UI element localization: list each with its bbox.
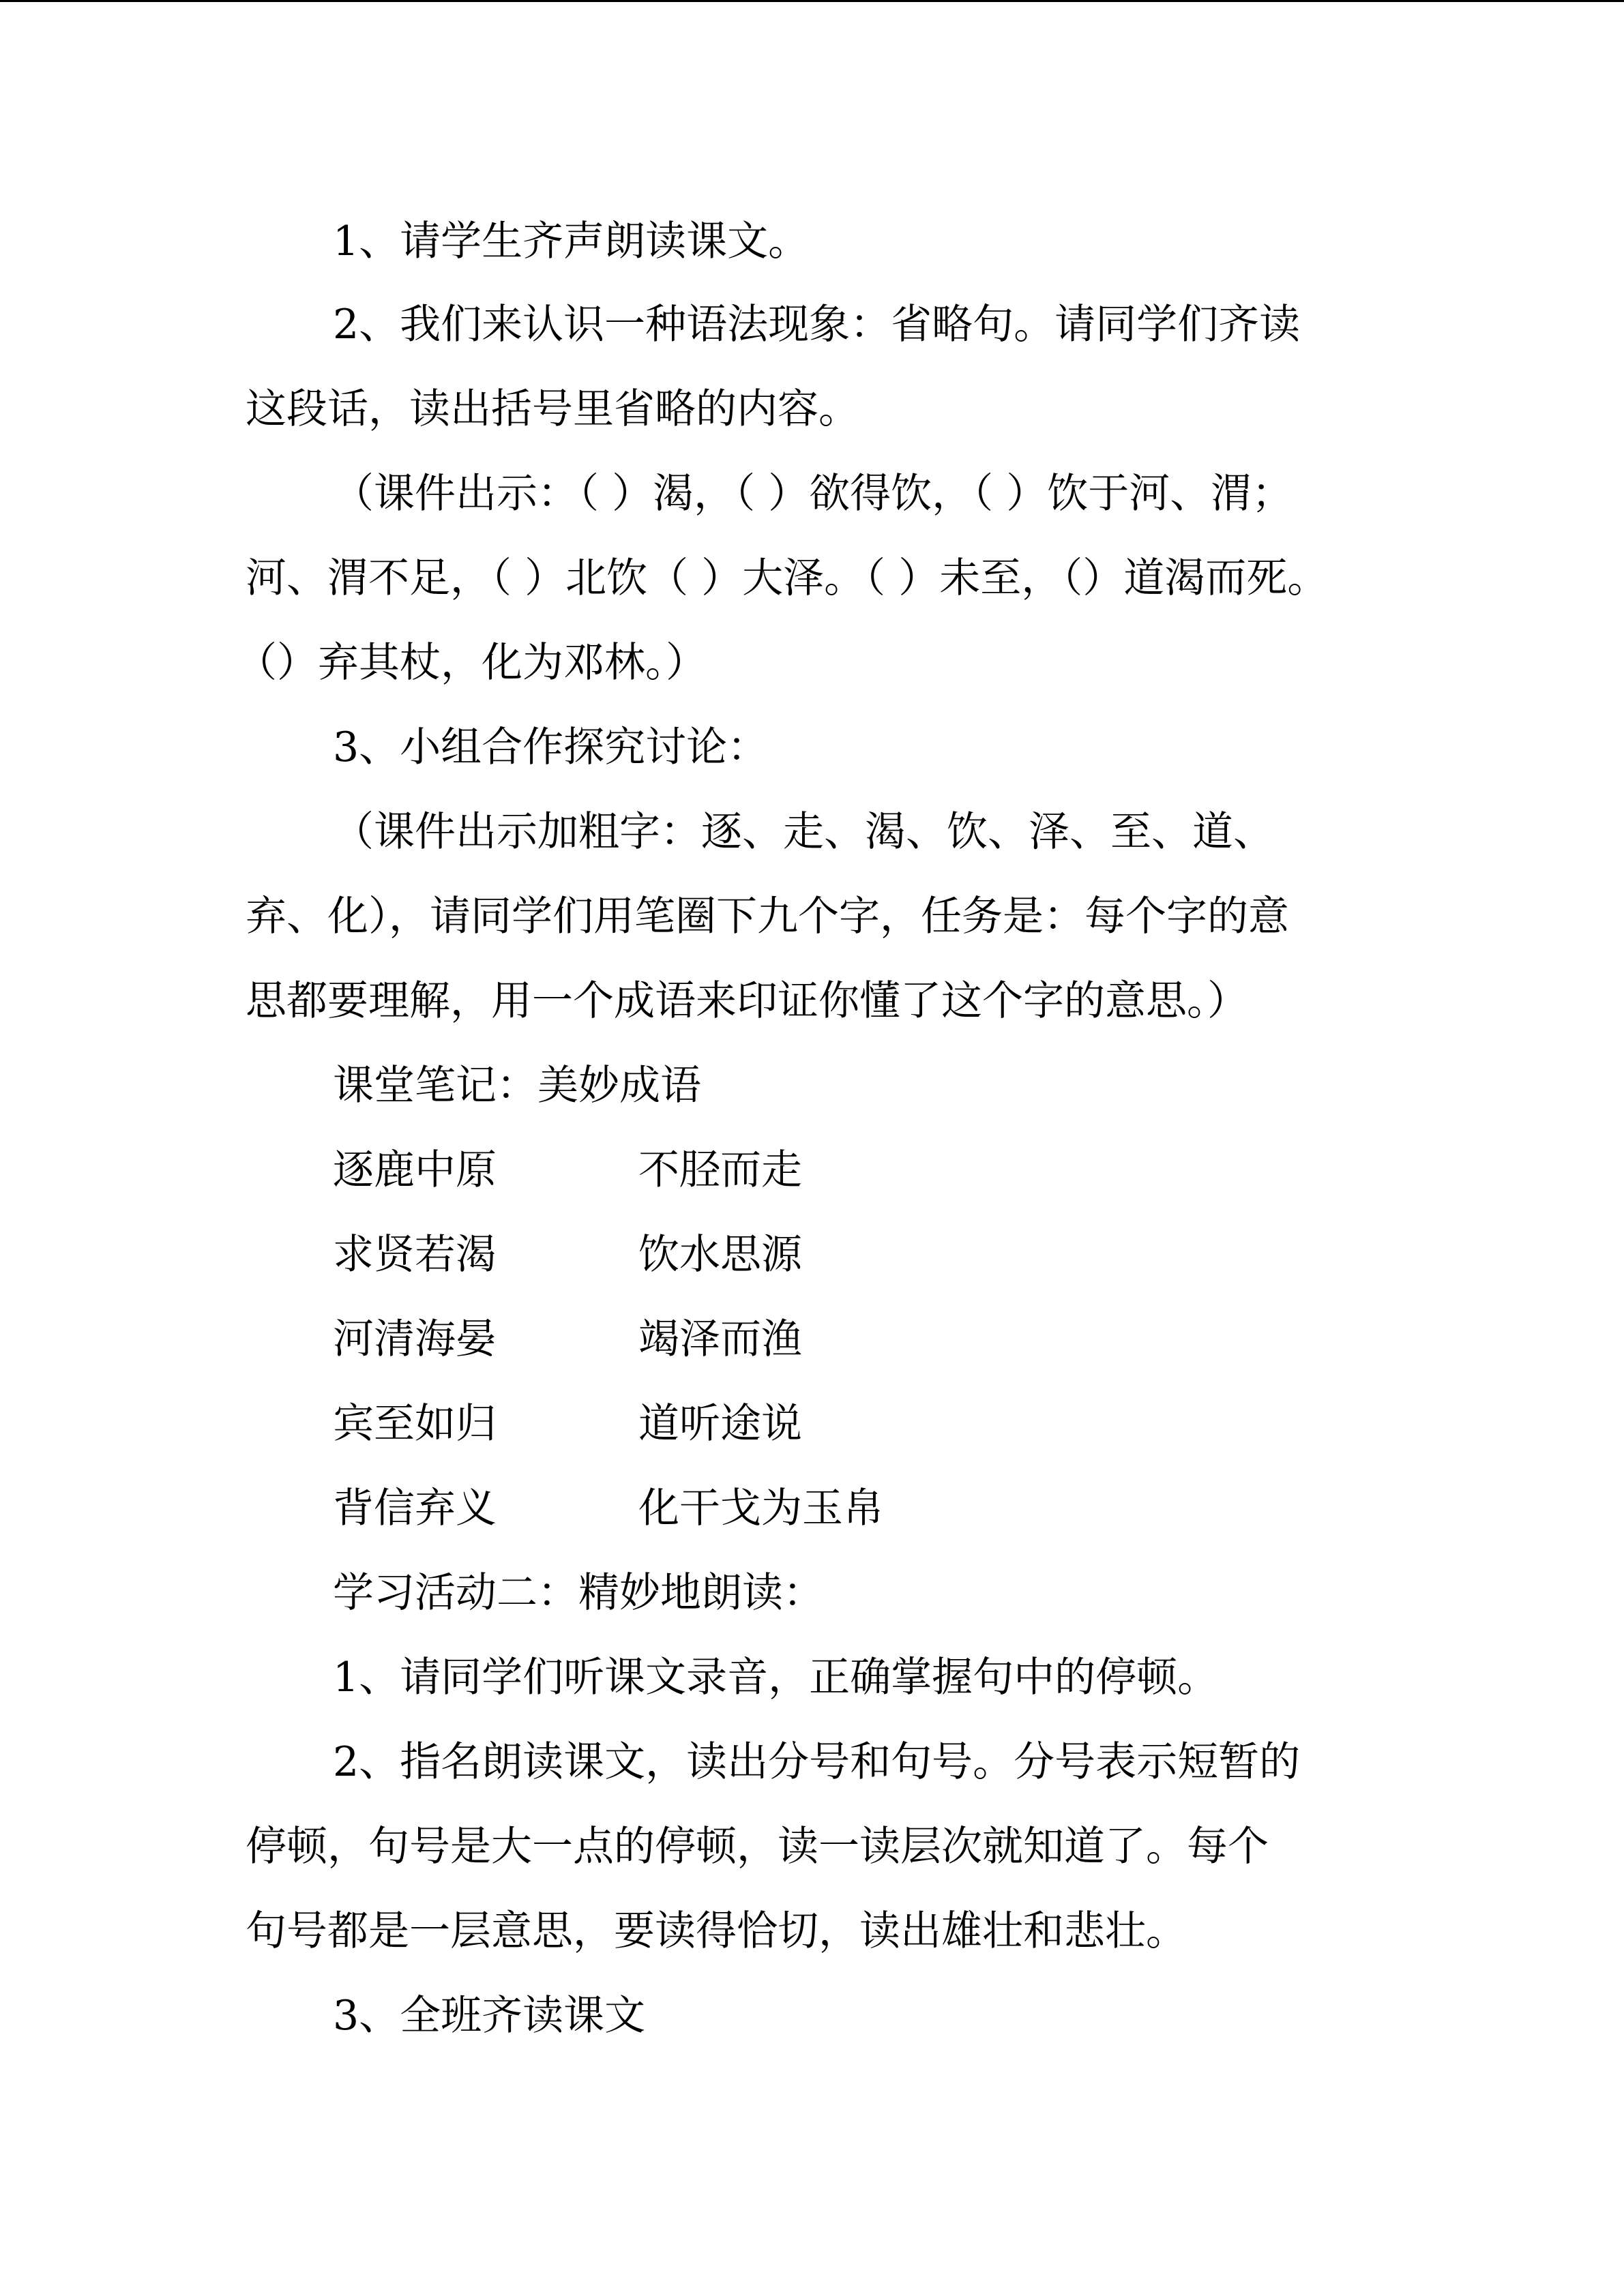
page-top-border: [0, 0, 1624, 2]
idiom-right: 竭泽而渔: [638, 1315, 802, 1363]
idiom-left: 河清海晏: [333, 1315, 497, 1363]
paragraph-line: 停顿，句号是大一点的停顿，读一读层次就知道了。每个: [246, 1823, 1269, 1870]
idiom-left: 求贤若渴: [333, 1231, 497, 1279]
idiom-right: 道听途说: [638, 1400, 802, 1448]
paragraph-line: 3、全班齐读课文: [333, 1992, 646, 2040]
paragraph-line: 3、小组合作探究讨论：: [333, 724, 769, 771]
paragraph-line: 思都要理解，用一个成语来印证你懂了这个字的意思。）: [246, 977, 1248, 1025]
paragraph-line: 这段话，读出括号里省略的内容。: [246, 385, 859, 433]
idiom-right: 不胫而走: [638, 1146, 802, 1194]
section-heading: 学习活动二：精妙地朗读：: [333, 1569, 824, 1617]
paragraph-line: （课件出示加粗字：逐、走、渴、饮、泽、至、道、: [333, 808, 1274, 856]
paragraph-line: 弃、化），请同学们用笔圈下九个字，任务是：每个字的意: [246, 893, 1289, 940]
idiom-row: [333, 1143, 1151, 1197]
paragraph-line: （）弃其杖，化为邓林。）: [236, 639, 707, 687]
idiom-right: 饮水思源: [638, 1231, 802, 1279]
idiom-left: 逐鹿中原: [333, 1146, 497, 1194]
paragraph-line: 2、我们来认识一种语法现象：省略句。请同学们齐读: [333, 301, 1301, 348]
idiom-left: 背信弃义: [333, 1485, 497, 1532]
paragraph-line: 1、请同学们听课文录音，正确掌握句中的停顿。: [333, 1654, 1219, 1701]
section-heading: 课堂笔记：美妙成语: [333, 1062, 701, 1109]
paragraph-line: 句号都是一层意思，要读得恰切，读出雄壮和悲壮。: [246, 1907, 1187, 1955]
idiom-right: 化干戈为玉帛: [638, 1485, 884, 1532]
idiom-row: [333, 1397, 1151, 1451]
idiom-left: 宾至如归: [333, 1400, 497, 1448]
idiom-row: [333, 1312, 1151, 1367]
idiom-row: [333, 1227, 1151, 1282]
paragraph-line: （课件出示：（ ）渴，（ ）欲得饮，（ ）饮于河、渭；: [333, 470, 1293, 518]
paragraph-line: 河、渭不足，（ ）北饮（ ）大泽。（ ）未至，（）道渴而死。: [246, 554, 1329, 602]
idiom-row: [333, 1481, 1151, 1536]
paragraph-line: 1、请学生齐声朗读课文。: [333, 218, 810, 265]
paragraph-line: 2、指名朗读课文，读出分号和句号。分号表示短暂的: [333, 1738, 1301, 1786]
